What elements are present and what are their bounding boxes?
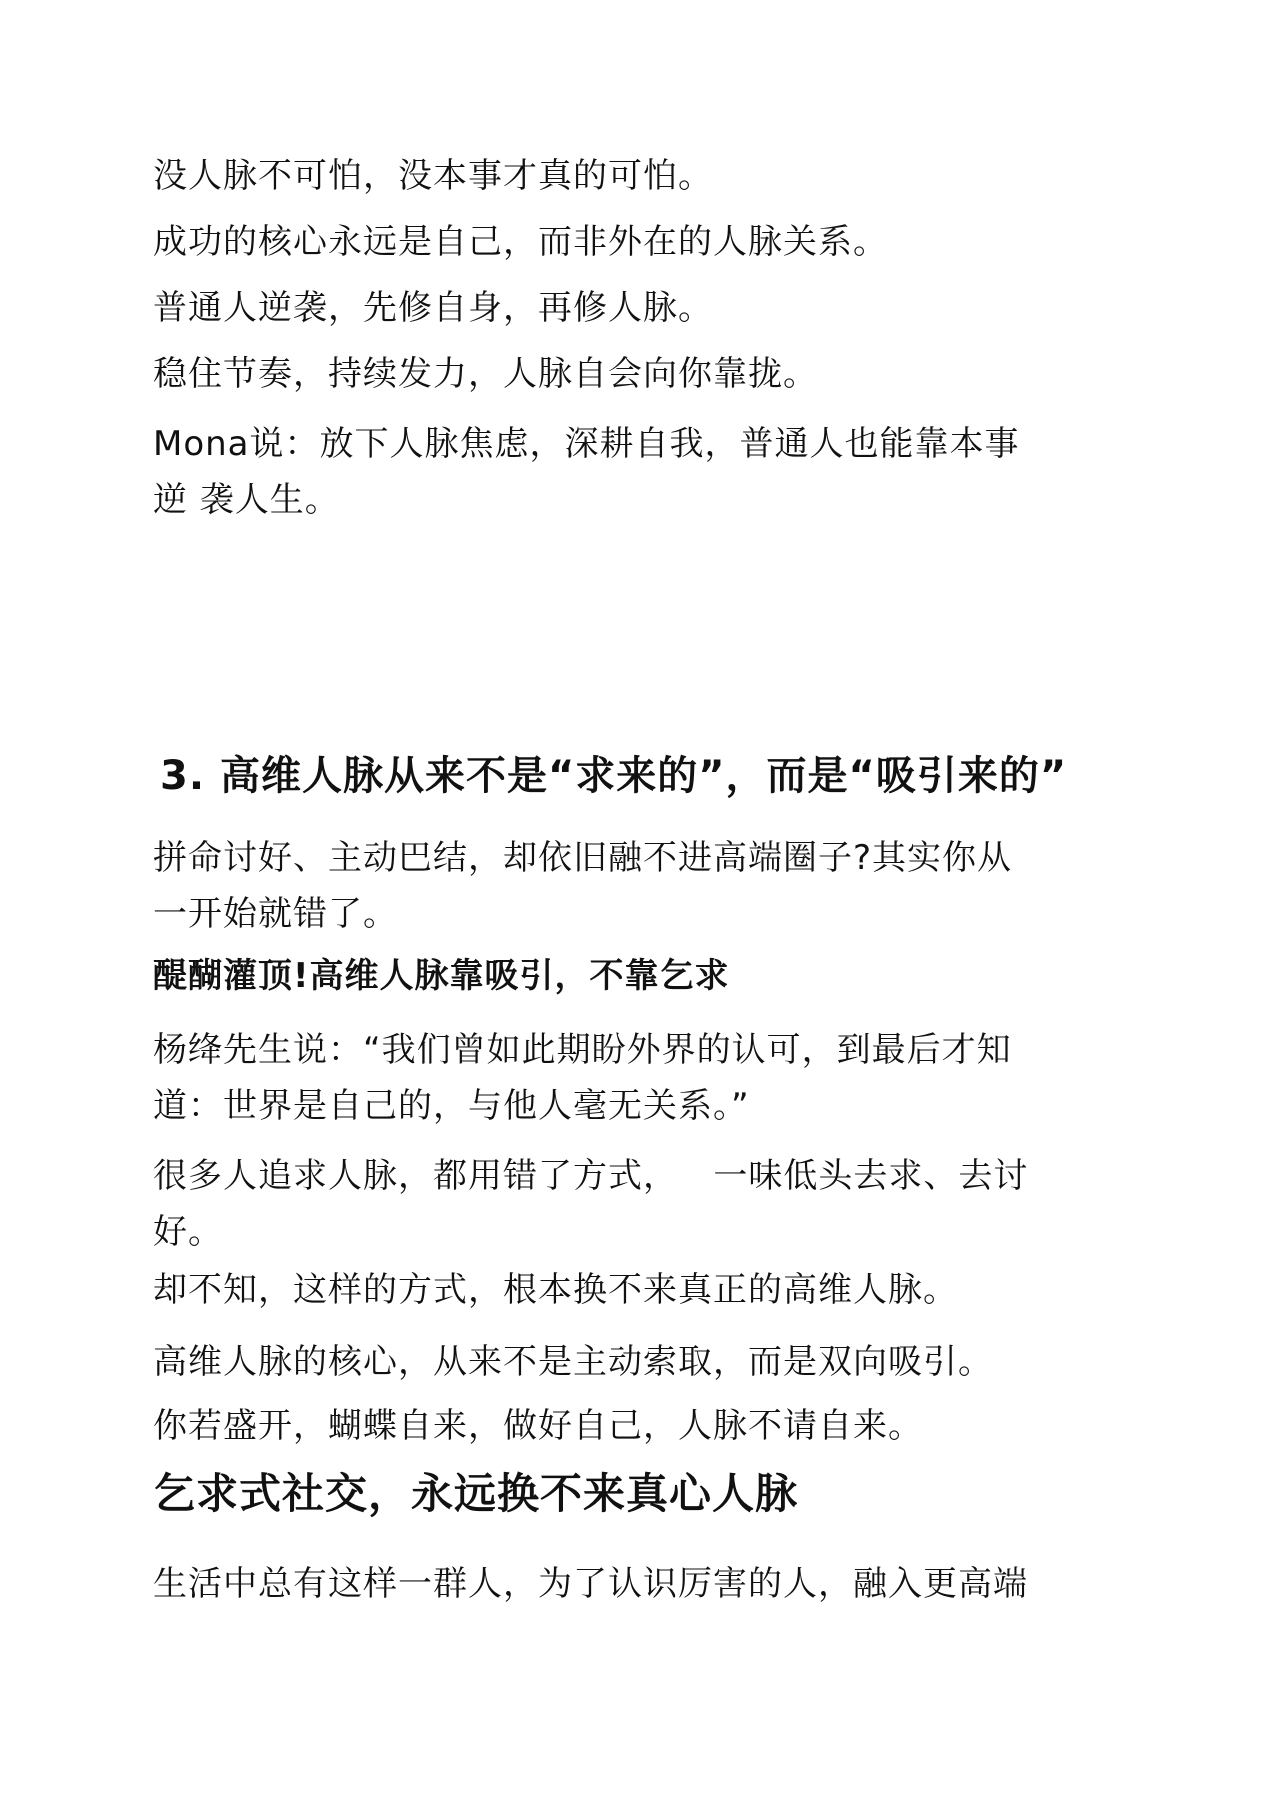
paragraph-line: 好。 xyxy=(153,1212,223,1252)
paragraph-line: 逆 袭人生。 xyxy=(153,480,340,520)
paragraph-line: 高维人脉的核心，从来不是主动索取，而是双向吸引。 xyxy=(153,1342,993,1382)
paragraph-line: 你若盛开，蝴蝶自来，做好自己，人脉不请自来。 xyxy=(153,1406,923,1446)
paragraph-line: 生活中总有这样一群人，为了认识厉害的人，融入更高端 xyxy=(153,1564,1028,1604)
paragraph-line: 稳住节奏，持续发力，人脉自会向你靠拢。 xyxy=(153,354,818,394)
section-heading: 3. 高维人脉从来不是“求来的”，而是“吸引来的” xyxy=(160,753,1068,799)
paragraph-line: Mona说：放下人脉焦虑，深耕自我，普通人也能靠本事 xyxy=(153,424,1020,464)
paragraph-line: 道：世界是自己的，与他人毫无关系。” xyxy=(153,1086,750,1126)
paragraph-line: 杨绛先生说：“我们曾如此期盼外界的认可，到最后才知 xyxy=(153,1030,1012,1070)
bold-subheading: 醍醐灌顶!高维人脉靠吸引，不靠乞求 xyxy=(153,956,730,996)
paragraph-line: 却不知，这样的方式，根本换不来真正的高维人脉。 xyxy=(153,1270,958,1310)
paragraph-line: 普通人逆袭，先修自身，再修人脉。 xyxy=(153,288,713,328)
paragraph-line: 没人脉不可怕，没本事才真的可怕。 xyxy=(153,156,713,196)
paragraph-line: 成功的核心永远是自己，而非外在的人脉关系。 xyxy=(153,222,888,262)
paragraph-line: 一开始就错了。 xyxy=(153,894,398,934)
paragraph-line: 很多人追求人脉，都用错了方式， 一味低头去求、去讨 xyxy=(153,1156,1029,1196)
section-subheading: 乞求式社交，永远换不来真心人脉 xyxy=(153,1469,799,1518)
paragraph-line: 拼命讨好、主动巴结，却依旧融不进高端圈子?其实你从 xyxy=(153,838,1013,878)
